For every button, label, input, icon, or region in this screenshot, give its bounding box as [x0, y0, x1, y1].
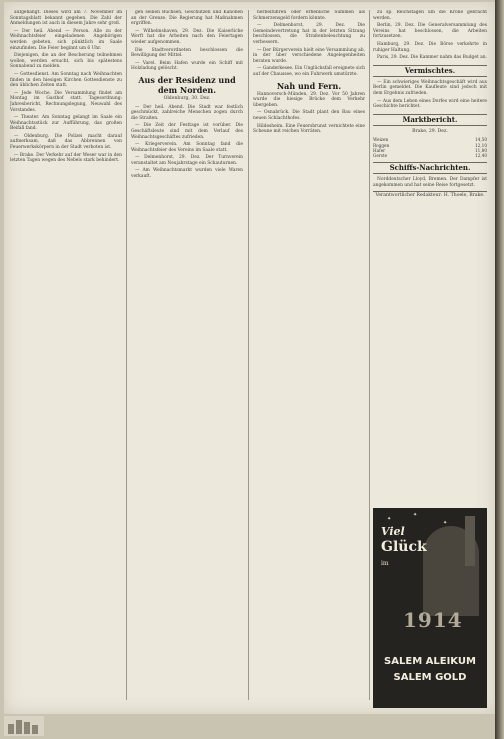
article-paragraph: — Ein schwieriges Weihnachtsgeschäft wird aus Berlin gemeldet. Die Kaufleute sind jedoch mit dem Ergebnis zufrieden. [373, 79, 487, 96]
ad-brand-2: SALEM GOLD [393, 672, 467, 683]
article-paragraph: — Aus dem Leben eines Dorfes wird eine heitere Geschichte berichtet. [373, 98, 487, 110]
market-price: 12,40 [475, 152, 487, 158]
market-price: 14,50 [475, 137, 487, 143]
cigarette-advertisement [373, 508, 487, 708]
article-paragraph: — Kriegerverein. Am Sonntag fand die Weihnachtsfeier des Vereins im Saale statt. [131, 142, 243, 153]
shipping-news-heading: Schiffs-Nachrichten. [373, 162, 487, 174]
article-paragraph: — Die Zeit der Festtage ist vorüber. Die Geschäftsleute sind mit dem Verlauf des Weihnachtsgeschäftes zufrieden. [131, 123, 243, 140]
imprint-line: Verantwortlicher Redakteur: H. Thoele, Brake. [373, 191, 487, 199]
article-paragraph: Norddeutscher Lloyd, Bremen. Der Dampfer ist angekommen und hat seine Reise fortgesetzt. [373, 177, 487, 188]
article-paragraph: — Am Weihnachtsmarkt wurden viele Waren verkauft. [131, 168, 243, 180]
article-paragraph: Hamburg, 29. Dez. Die Börse verkehrte in ruhiger Haltung. [373, 41, 487, 53]
article-paragraph: Die Stadtverordneten beschlossen die Bewilligung der Mittel. [131, 47, 243, 59]
article-paragraph: — Jede Woche. Die Versammlung findet am Montag im Gasthof statt. Tagesordnung: Jahresbericht, Rechnungslegung, Neuwahl des Vorstandes. [10, 90, 122, 113]
star-icon: ✦ [387, 516, 392, 522]
market-item: Hafer [373, 147, 386, 153]
market-item: Weizen [373, 137, 389, 143]
article-paragraph: — Gottesdienst. Am Sonntag nach Weihnachten finden in den hiesigen Kirchen Gottesdienste zu den üblichen Zeiten statt. [10, 71, 122, 89]
market-item: Roggen [373, 142, 390, 148]
column-1 [10, 10, 122, 700]
column-rule [126, 10, 127, 700]
article-paragraph: — Brake. Der Verkehr auf der Weser war in den letzten Tagen wegen des Nebels stark behindert. [10, 152, 122, 164]
column-rule [369, 10, 370, 700]
column-4 [373, 10, 487, 504]
ad-brand-1: SALEM ALEIKUM [384, 656, 476, 667]
library-logo-icon [4, 716, 44, 736]
article-paragraph: Berlin, 29. Dez. Die Generalversammlung des Vereins hat beschlossen, die Arbeiten fortzusetzen. [373, 23, 487, 40]
ad-year: 1914 [403, 608, 463, 632]
market-price: 11,80 [475, 147, 487, 153]
column-rule [248, 10, 249, 700]
star-icon: ✦ [443, 520, 448, 526]
section-dateline: Oldenburg, 30. Dez. [163, 95, 211, 101]
ad-slogan-1: Viel [381, 525, 405, 538]
article-paragraph: zu sp. Reichstagen um die Krone gebracht werden. [373, 10, 487, 21]
section-heading: Aus der Residenz und dem Norden. [138, 74, 236, 95]
article-paragraph: Diejenigen, die an der Bescherung teilnehmen wollen, werden ersucht, sich bis spätestens Sonnabend zu melden. [10, 53, 122, 70]
article-paragraph: gen seinen Büchsen, Geschützen und Kanonen an der Grenze. Die Regierung hat Maßnahmen ergriffen. [131, 10, 243, 27]
article-paragraph: aufgehängt. Dieses wird am 7. November im Sonntagsblatt bekannt gegeben. Die Zahl der Anmeldungen ist auch in diesem Jahre sehr groß. [10, 10, 122, 27]
article-paragraph: — Varel. Beim Hafen wurde ein Schiff mit Holzladung gelöscht. [131, 60, 243, 72]
minaret-illustration [465, 516, 475, 566]
market-report-heading: Marktbericht. [373, 114, 487, 126]
star-icon: ✦ [413, 512, 418, 518]
vermischtes-heading: Vermischtes. [373, 65, 487, 77]
article-paragraph: — Der heil. Abend — Person. Alle zu der Weihnachtsfeier eingeladenen Angehörigen werden gebeten, sich pünktlich im Saale einzufinden. Die Feier beginnt um 6 Uhr. [10, 28, 122, 51]
article-paragraph: — Der Bürgerverein hielt eine Versammlung ab, in der über verschiedene Angelegenheiten beraten wurde. [253, 47, 365, 64]
market-dateline: Brake, 29. Dez. [412, 128, 448, 134]
article-paragraph: — Der heil. Abend. Die Stadt war festlich geschmückt, zahlreiche Menschen zogen durch die Straßen. [131, 104, 243, 121]
article-paragraph: herbeiführen oder erhebliche Summen als Schmerzensgeld fordern könnte. [253, 10, 365, 21]
article-paragraph: — Oldenburg. Die Polizei macht darauf aufmerksam, daß das Abbrennen von Feuerwerkskörpern in der Stadt verboten ist. [10, 133, 122, 151]
article-paragraph: — Delmenhorst, 29. Dez. Die Gemeindevertretung hat in der letzten Sitzung beschlossen, die Straßenbeleuchtung zu verbessern. [253, 23, 365, 45]
article-paragraph: Paris, 29. Dez. Die Kammer nahm das Budget an. [377, 55, 487, 61]
market-price: 12,10 [475, 142, 487, 148]
article-paragraph: — Ganderkesee. Ein Unglücksfall ereignete sich auf der Chaussee, wo ein Fuhrwerk umstürzte. [253, 66, 365, 77]
article-paragraph: — Osnabrück. Die Stadt plant den Bau eines neuen Schlachthofes. [253, 110, 365, 121]
article-paragraph: — Delmenhorst, 29. Dez. Der Turnverein veranstaltet am Neujahrstage ein Schauturnen. [131, 155, 243, 166]
article-paragraph: — Wilhelmshaven, 29. Dez. Die Kaiserliche Werft hat die Arbeiten nach den Feiertagen wieder aufgenommen. [131, 28, 243, 45]
page-edge-shadow [495, 0, 504, 739]
market-item: Gerste [373, 152, 388, 158]
article-paragraph: — Theater. Am Sonntag gelangt im Saale ein Weihnachtsstück zur Aufführung, das großen Beifall fand. [10, 115, 122, 132]
column-2 [131, 10, 243, 700]
ad-slogan-3: im [381, 560, 389, 567]
nah-und-fern-heading: Nah und Fern. [276, 80, 342, 91]
market-line [373, 153, 487, 158]
column-3 [253, 10, 365, 700]
article-paragraph: Hannoversch-Münden, 29. Dez. Vor 50 Jahren wurde die hiesige Brücke dem Verkehr übergeben. [253, 91, 365, 108]
ad-slogan-2: Glück [381, 539, 427, 555]
article-paragraph: Hildesheim. Eine Feuersbrunst vernichtete eine Scheune mit reichen Vorräten. [253, 123, 365, 135]
